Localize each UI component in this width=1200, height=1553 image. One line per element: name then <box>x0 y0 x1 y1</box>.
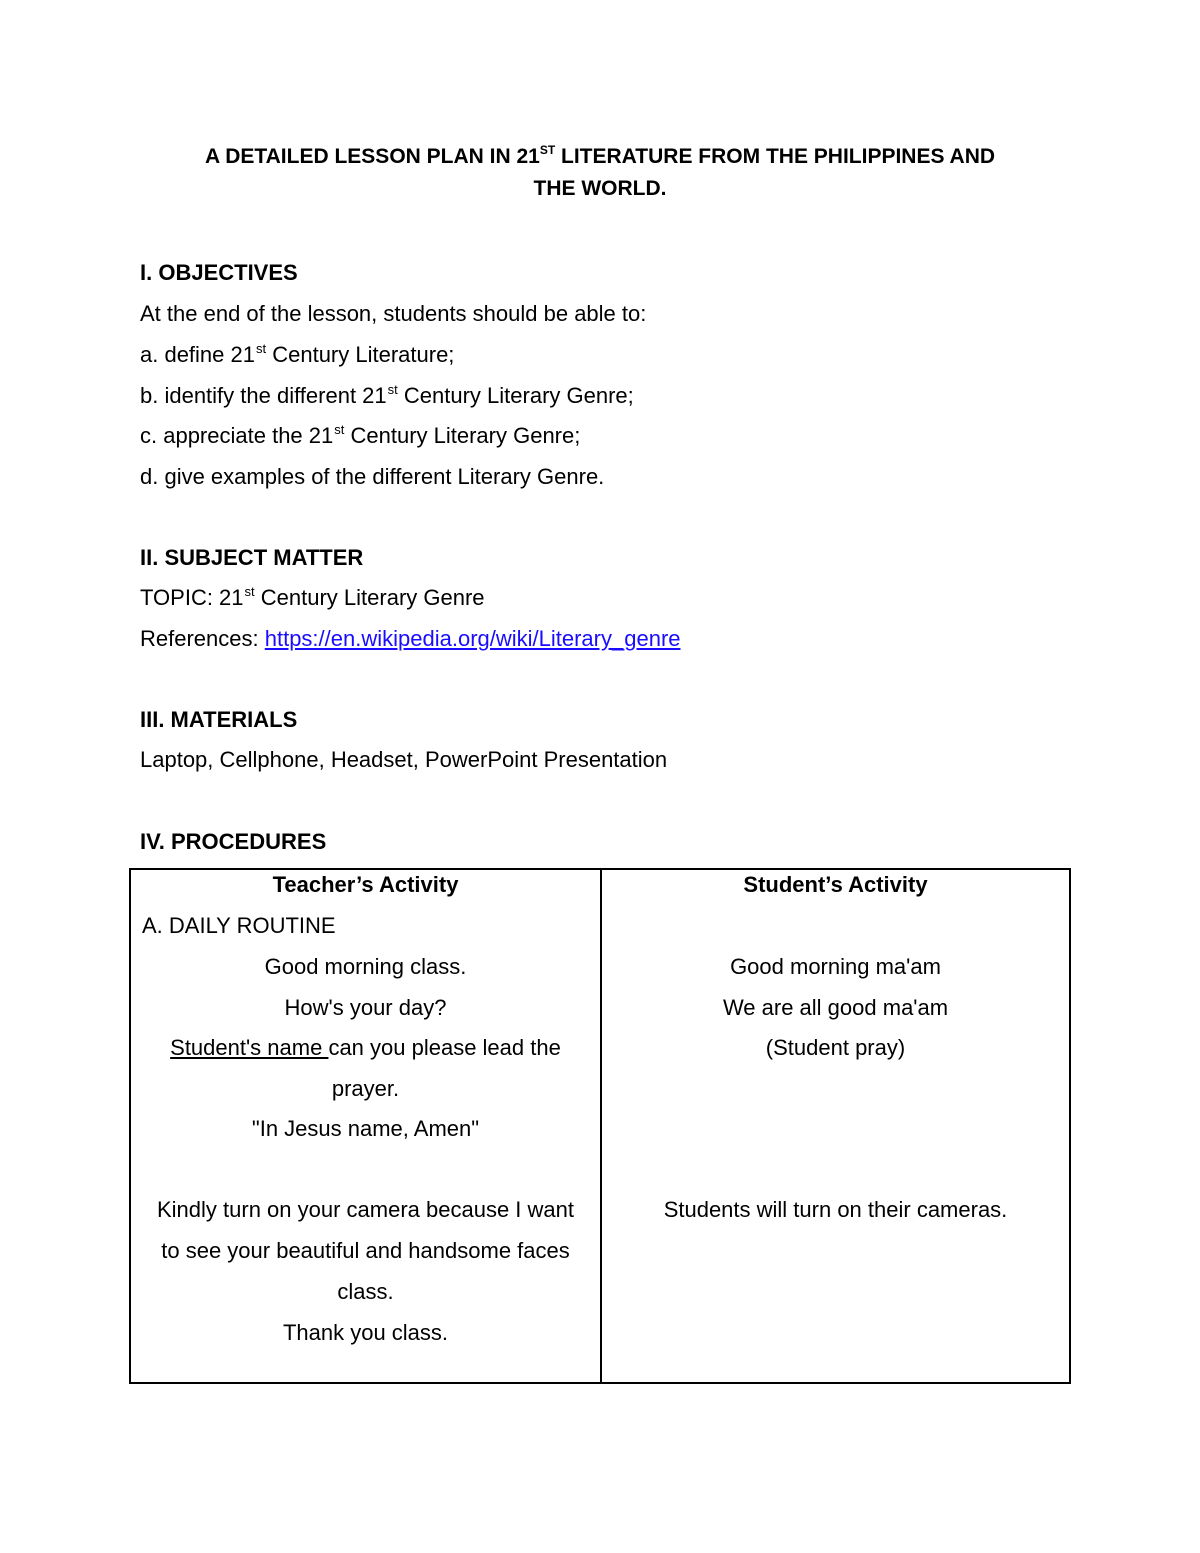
topic-line: TOPIC: 21st Century Literary Genre <box>140 584 485 610</box>
materials-heading: III. MATERIALS <box>140 707 298 732</box>
student-reply-day: We are all good ma'am <box>722 995 949 1020</box>
materials-text: Laptop, Cellphone, Headset, PowerPoint Presentation <box>140 747 668 772</box>
objective-item: d. give examples of the different Literary Genre. <box>140 464 605 489</box>
camera-request-line2: to see your beautiful and handsome faces <box>161 1238 570 1263</box>
student-activity-column <box>602 870 1069 1382</box>
references-line <box>140 626 681 652</box>
teacher-prayer-request: Student's name can you please lead the <box>170 1035 561 1060</box>
student-reply-greeting: Good morning ma'am <box>730 954 941 979</box>
references-link[interactable]: https://en.wikipedia.org/wiki/Literary_genre <box>264 626 681 651</box>
objective-item: b. identify the different 21st Century Literary Genre; <box>140 382 634 408</box>
student-camera-action: Students will turn on their cameras. <box>663 1197 1008 1222</box>
objective-item: c. appreciate the 21st Century Literary Genre; <box>140 422 581 448</box>
student-activity-header: Student’s Activity <box>743 872 928 897</box>
teacher-question: How's your day? <box>284 995 447 1020</box>
objective-item: a. define 21st Century Literature; <box>140 341 455 367</box>
student-prayer: (Student pray) <box>765 1035 906 1060</box>
subject-matter-heading: II. SUBJECT MATTER <box>140 545 364 570</box>
procedures-heading: IV. PROCEDURES <box>140 829 327 854</box>
objectives-intro: At the end of the lesson, students should be able to: <box>140 301 647 326</box>
document-title: A DETAILED LESSON PLAN IN 21ST LITERATURE FROM THE PHILIPPINES AND THE WORLD. <box>204 143 996 200</box>
prayer-closing: "In Jesus name, Amen" <box>251 1116 480 1141</box>
title-superscript: ST <box>539 143 556 157</box>
teacher-activity-column <box>131 870 600 1382</box>
teacher-prayer-request-line2: prayer. <box>331 1076 400 1101</box>
student-name-placeholder: Student's name <box>170 1035 329 1060</box>
teacher-thanks: Thank you class. <box>282 1320 449 1345</box>
title-line-2: THE WORLD. <box>533 177 667 200</box>
teacher-greeting: Good morning class. <box>264 954 467 979</box>
daily-routine-label: A. DAILY ROUTINE <box>142 913 336 938</box>
teacher-activity-header: Teacher’s Activity <box>272 872 459 897</box>
procedures-table <box>129 868 1071 1384</box>
objectives-heading: I. OBJECTIVES <box>140 260 298 285</box>
references-label: References: <box>140 626 265 651</box>
camera-request-line3: class. <box>337 1279 394 1304</box>
camera-request-line1: Kindly turn on your camera because I want <box>156 1197 574 1222</box>
